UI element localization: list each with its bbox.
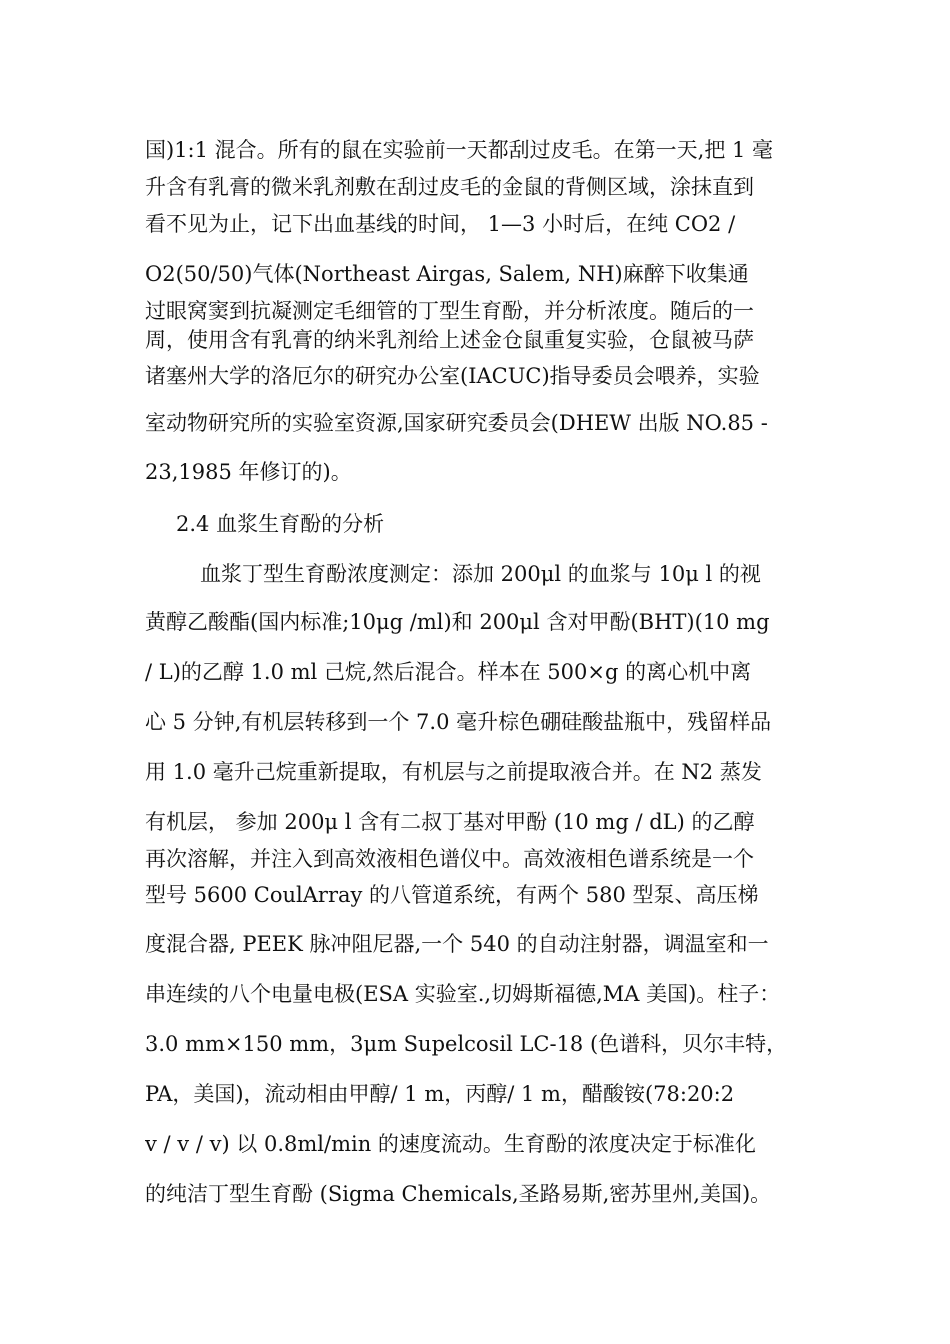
text-line: 看不见为止，记下出血基线的时间， 1—3 小时后，在纯 CO2 / bbox=[145, 212, 736, 236]
text-line: 串连续的八个电量电极(ESA 实验室.,切姆斯福德,MA 美国)。柱子： bbox=[145, 982, 781, 1006]
paragraph-first-line: 血浆丁型生育酚浓度测定：添加 200μl 的血浆与 10μ l 的视 bbox=[200, 562, 761, 586]
text-line: 周，使用含有乳膏的纳米乳剂给上述金仓鼠重复实验，仓鼠被马萨 bbox=[145, 328, 754, 352]
text-line: 黄醇乙酸酯(国内标准;10μg /ml)和 200μl 含对甲酚(BHT)(10 mg bbox=[145, 610, 770, 634]
text-line: 国)1:1 混合。所有的鼠在实验前一天都刮过皮毛。在第一天,把 1 毫 bbox=[145, 138, 774, 162]
text-line: 室动物研究所的实验室资源,国家研究委员会(DHEW 出版 NO.85 - bbox=[145, 411, 768, 435]
section-heading: 2.4 血浆生育酚的分析 bbox=[176, 512, 385, 536]
text-line: 升含有乳膏的微米乳剂敷在刮过皮毛的金鼠的背侧区域，涂抹直到 bbox=[145, 175, 754, 199]
text-line: 过眼窝窦到抗凝测定毛细管的丁型生育酚，并分析浓度。随后的一 bbox=[145, 299, 754, 323]
text-line: PA，美国)，流动相由甲醇/ 1 m，丙醇/ 1 m，醋酸铵(78:20:2 bbox=[145, 1082, 735, 1106]
text-line: 的纯洁丁型生育酚 (Sigma Chemicals,圣路易斯,密苏里州,美国)。 bbox=[145, 1182, 772, 1206]
text-line: 有机层， 参加 200μ l 含有二叔丁基对甲酚 (10 mg / dL) 的乙醇 bbox=[145, 810, 755, 834]
text-line: 23,1985 年修订的)。 bbox=[145, 460, 352, 484]
text-line: 心 5 分钟,有机层转移到一个 7.0 毫升棕色硼硅酸盐瓶中，残留样品 bbox=[145, 710, 772, 734]
text-line: 再次溶解，并注入到高效液相色谱仪中。高效液相色谱系统是一个 bbox=[145, 847, 754, 871]
text-line: 诸塞州大学的洛厄尔的研究办公室(IACUC)指导委员会喂养，实验 bbox=[145, 364, 760, 388]
text-line: 用 1.0 毫升己烷重新提取，有机层与之前提取液合并。在 N2 蒸发 bbox=[145, 760, 762, 784]
text-line: 3.0 mm×150 mm，3μm Supelcosil LC-18 (色谱科，贝尔丰特， bbox=[145, 1032, 788, 1056]
text-line: v / v / v) 以 0.8ml/min 的速度流动。生育酚的浓度决定于标准化 bbox=[145, 1132, 756, 1156]
text-line: 型号 5600 CoulArray 的八管道系统，有两个 580 型泵、高压梯 bbox=[145, 883, 759, 907]
text-line: / L)的乙醇 1.0 ml 己烷,然后混合。样本在 500×g 的离心机中离 bbox=[145, 660, 752, 684]
text-line: O2(50/50)气体(Northeast Airgas, Salem, NH)麻醉下收集通 bbox=[145, 262, 749, 286]
text-line: 度混合器, PEEK 脉冲阻尼器,一个 540 的自动注射器，调温室和一 bbox=[145, 932, 769, 956]
